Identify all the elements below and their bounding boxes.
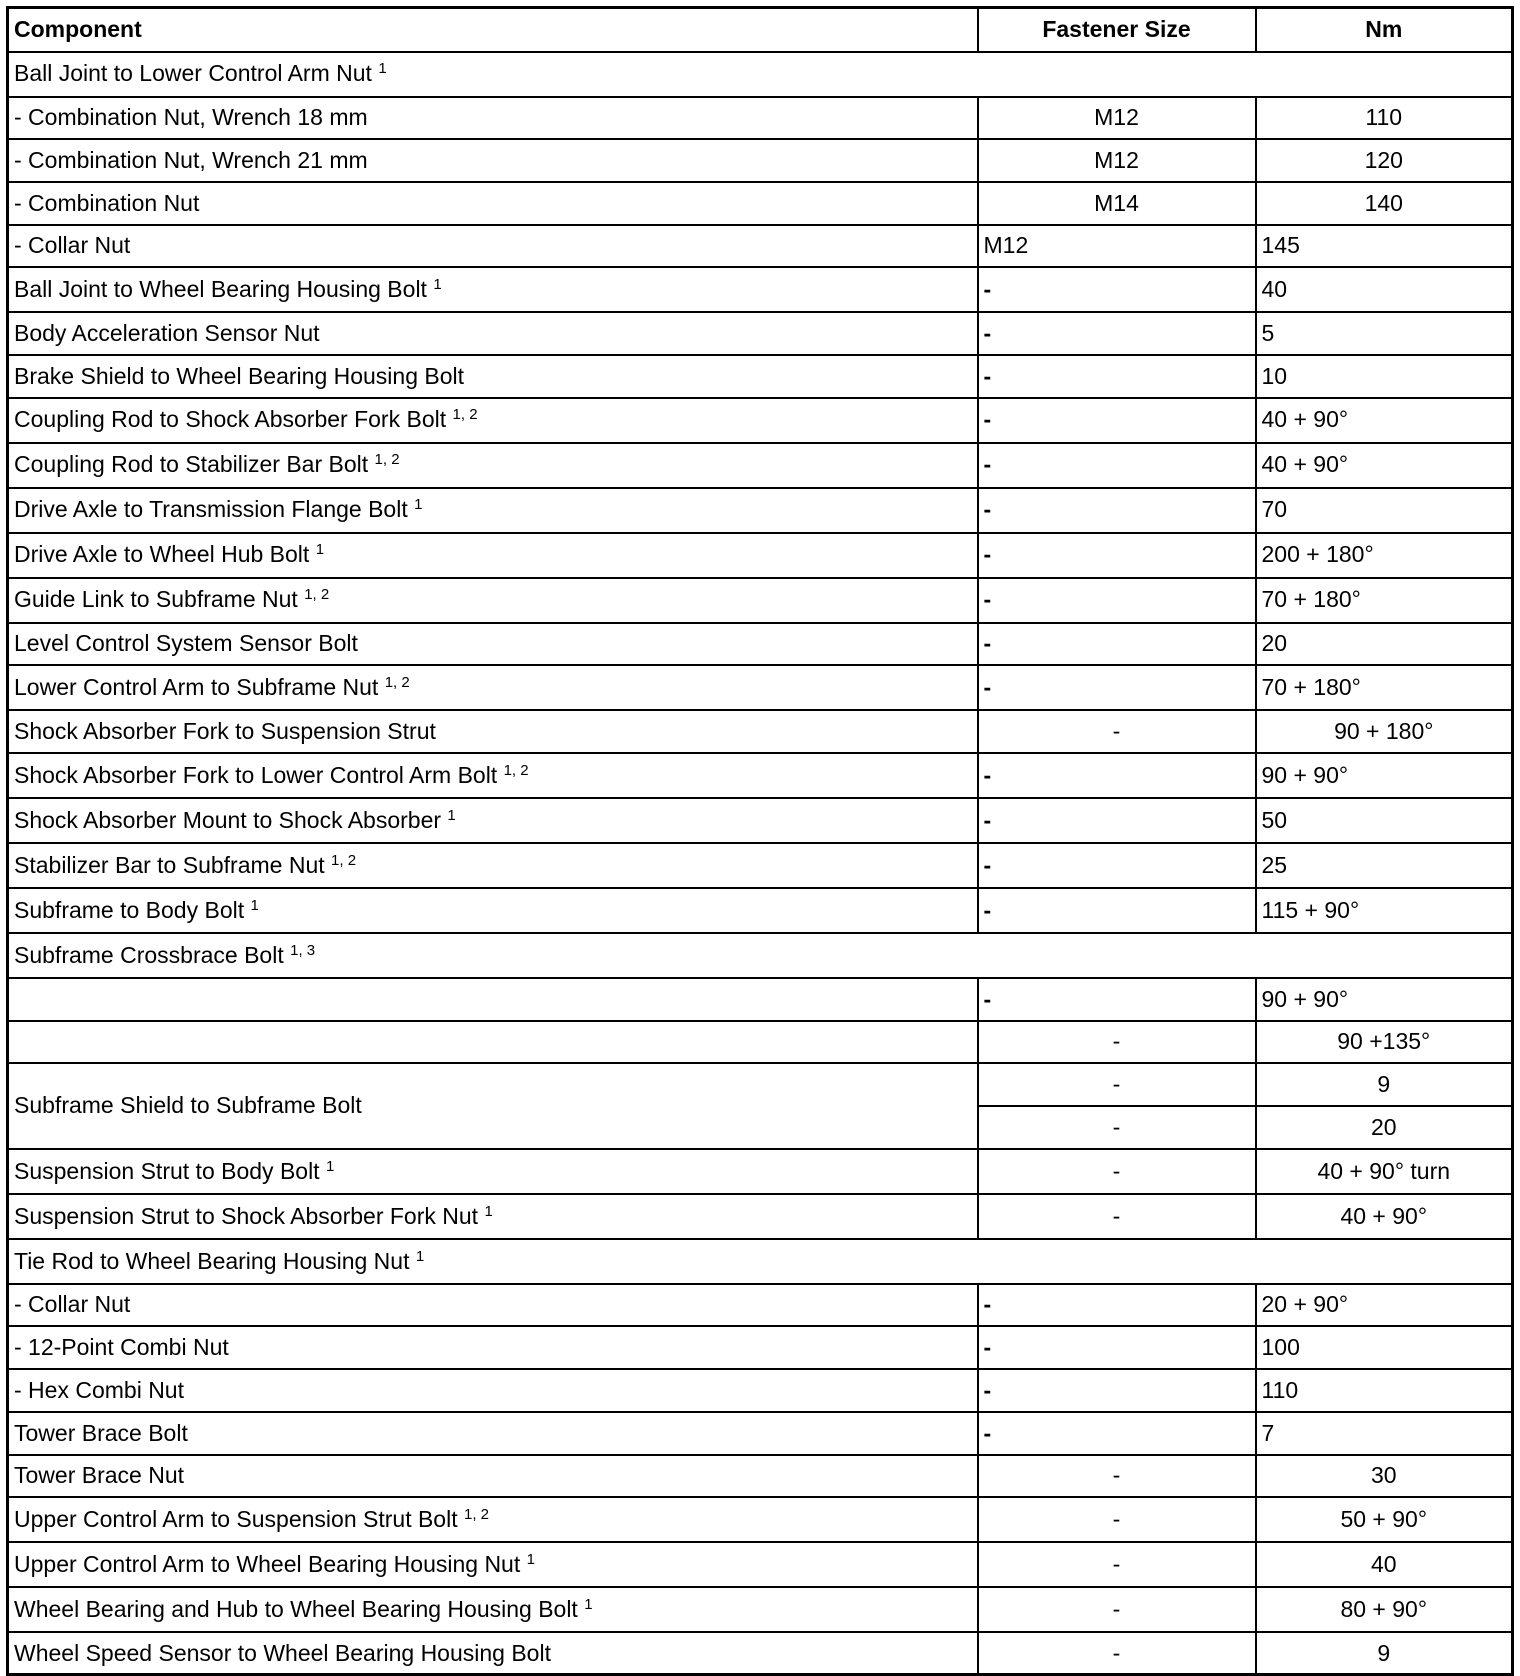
table-row	[8, 1149, 1513, 1194]
component-label: Body Acceleration Sensor Nut	[14, 319, 320, 346]
torque-nm-cell: 40 + 90°	[1256, 443, 1513, 488]
table-row	[8, 843, 1513, 888]
table-row	[8, 1021, 1513, 1064]
footnote-ref: 1	[325, 1157, 335, 1175]
torque-nm-cell: 140	[1256, 182, 1513, 225]
table-row	[8, 1632, 1513, 1675]
fastener-size-cell: M12	[978, 225, 1256, 268]
table-row	[8, 665, 1513, 710]
component-label: - Hex Combi Nut	[14, 1376, 184, 1403]
footnote-ref: 1, 2	[384, 674, 410, 692]
fastener-size-cell: -	[978, 798, 1256, 843]
component-label: Shock Absorber Mount to Shock Absorber	[14, 806, 442, 833]
fastener-size-cell: -	[978, 1497, 1256, 1542]
component-label: Coupling Rod to Stabilizer Bar Bolt	[14, 451, 369, 478]
fastener-size-cell: -	[978, 533, 1256, 578]
table-row	[8, 710, 1513, 753]
footnote-ref: 1	[415, 1247, 425, 1265]
component-cell	[8, 1194, 978, 1239]
footnote-ref: 1	[250, 896, 259, 914]
table-row	[8, 1587, 1513, 1632]
torque-nm-cell: 50	[1256, 798, 1513, 843]
fastener-size-cell: -	[978, 1326, 1256, 1369]
footnote-ref: 1, 2	[374, 451, 400, 469]
table-row-group	[8, 933, 1513, 978]
component-cell	[8, 1632, 978, 1675]
component-cell	[8, 533, 978, 578]
footnote-ref: 1, 2	[464, 1506, 490, 1524]
component-cell	[8, 578, 978, 623]
torque-nm-cell: 90 + 90°	[1256, 978, 1513, 1021]
component-label: Suspension Strut to Shock Absorber Fork Nut	[14, 1202, 479, 1229]
component-cell	[8, 1149, 978, 1194]
table-row	[8, 1194, 1513, 1239]
table-row	[8, 888, 1513, 933]
table-row	[8, 1412, 1513, 1455]
fastener-size-cell: -	[978, 843, 1256, 888]
torque-nm-cell: 40	[1256, 267, 1513, 312]
fastener-size-cell: -	[978, 1106, 1256, 1149]
fastener-size-cell: M14	[978, 182, 1256, 225]
fastener-size-cell: -	[978, 312, 1256, 355]
table-row	[8, 1497, 1513, 1542]
component-cell	[8, 225, 978, 268]
component-cell	[8, 623, 978, 666]
component-cell	[8, 1587, 978, 1632]
component-cell	[8, 665, 978, 710]
component-label: Stabilizer Bar to Subframe Nut	[14, 851, 325, 878]
table-row	[8, 1542, 1513, 1587]
torque-nm-cell: 20 + 90°	[1256, 1284, 1513, 1327]
component-cell	[8, 1542, 978, 1587]
header-component: Component	[8, 8, 978, 52]
table-row	[8, 533, 1513, 578]
fastener-size-cell: -	[978, 1149, 1256, 1194]
footnote-ref: 1, 2	[503, 761, 529, 779]
table-row	[8, 1326, 1513, 1369]
fastener-size-cell: M12	[978, 139, 1256, 182]
footnote-ref: 1	[378, 60, 387, 78]
fastener-size-cell: -	[978, 267, 1256, 312]
footnote-ref: 1	[526, 1551, 535, 1569]
torque-nm-cell: 5	[1256, 312, 1513, 355]
table-row-group	[8, 1239, 1513, 1284]
component-label: Tie Rod to Wheel Bearing Housing Nut	[14, 1247, 410, 1274]
table-row	[8, 1369, 1513, 1412]
header-fastener-size: Fastener Size	[978, 8, 1256, 52]
group-heading-cell	[8, 1239, 1513, 1284]
component-label: Upper Control Arm to Suspension Strut Bolt	[14, 1506, 458, 1533]
fastener-size-cell: -	[978, 1063, 1256, 1106]
torque-nm-cell: 145	[1256, 225, 1513, 268]
table-row	[8, 267, 1513, 312]
component-label: Upper Control Arm to Wheel Bearing Housing Nut	[14, 1551, 521, 1578]
fastener-size-cell: -	[978, 753, 1256, 798]
component-label: Subframe Crossbrace Bolt	[14, 941, 284, 968]
table-row	[8, 1284, 1513, 1327]
table-row	[8, 578, 1513, 623]
torque-nm-cell: 40 + 90°	[1256, 1194, 1513, 1239]
fastener-size-cell: -	[978, 710, 1256, 753]
table-row	[8, 97, 1513, 140]
footnote-ref: 1, 3	[290, 941, 316, 959]
component-cell	[8, 355, 978, 398]
fastener-size-cell: -	[978, 1194, 1256, 1239]
component-label: - Combination Nut, Wrench 18 mm	[14, 104, 368, 131]
component-label: - Combination Nut, Wrench 21 mm	[14, 146, 368, 173]
torque-nm-cell: 100	[1256, 1326, 1513, 1369]
component-label: - Collar Nut	[14, 232, 131, 259]
torque-nm-cell: 7	[1256, 1412, 1513, 1455]
fastener-size-cell: -	[978, 1542, 1256, 1587]
component-cell	[8, 488, 978, 533]
footnote-ref: 1, 2	[304, 586, 330, 604]
torque-nm-cell: 90 + 180°	[1256, 710, 1513, 753]
fastener-size-cell: M12	[978, 97, 1256, 140]
footnote-ref: 1	[584, 1596, 593, 1614]
table-row	[8, 978, 1513, 1021]
component-label: Ball Joint to Lower Control Arm Nut	[14, 60, 372, 87]
component-label: Suspension Strut to Body Bolt	[14, 1157, 320, 1184]
footnote-ref: 1	[484, 1202, 493, 1220]
component-cell	[8, 1021, 978, 1064]
table-row	[8, 355, 1513, 398]
component-cell	[8, 267, 978, 312]
group-heading-cell	[8, 52, 1513, 97]
component-cell	[8, 1455, 978, 1498]
torque-nm-cell: 20	[1256, 623, 1513, 666]
fastener-size-cell: -	[978, 355, 1256, 398]
torque-nm-cell: 40 + 90° turn	[1256, 1149, 1513, 1194]
component-label: - Collar Nut	[14, 1291, 131, 1318]
fastener-size-cell: -	[978, 1455, 1256, 1498]
footnote-ref: 1, 2	[452, 406, 478, 424]
table-row-group	[8, 52, 1513, 97]
torque-nm-cell: 70	[1256, 488, 1513, 533]
footnote-ref: 1	[433, 276, 442, 294]
fastener-size-cell: -	[978, 623, 1256, 666]
torque-nm-cell: 50 + 90°	[1256, 1497, 1513, 1542]
torque-nm-cell: 10	[1256, 355, 1513, 398]
fastener-size-cell: -	[978, 443, 1256, 488]
component-label: Shock Absorber Fork to Lower Control Arm Bolt	[14, 761, 498, 788]
component-cell	[8, 843, 978, 888]
fastener-size-cell: -	[978, 1632, 1256, 1675]
fastener-size-cell: -	[978, 578, 1256, 623]
torque-spec-table	[6, 6, 1514, 1676]
torque-nm-cell: 90 +135°	[1256, 1021, 1513, 1064]
table-header-row	[8, 8, 1513, 52]
table-row	[8, 753, 1513, 798]
component-cell	[8, 1284, 978, 1327]
component-label: Brake Shield to Wheel Bearing Housing Bolt	[14, 362, 465, 389]
component-label: Wheel Bearing and Hub to Wheel Bearing Housing Bolt	[14, 1596, 578, 1623]
component-cell	[8, 1369, 978, 1412]
torque-nm-cell: 25	[1256, 843, 1513, 888]
table-row	[8, 398, 1513, 443]
table-row	[8, 182, 1513, 225]
component-label: - Combination Nut	[14, 189, 200, 216]
torque-nm-cell: 80 + 90°	[1256, 1587, 1513, 1632]
torque-nm-cell: 90 + 90°	[1256, 753, 1513, 798]
torque-nm-cell: 9	[1256, 1632, 1513, 1675]
table-row	[8, 488, 1513, 533]
fastener-size-cell: -	[978, 1021, 1256, 1064]
component-label: Tower Brace Nut	[14, 1462, 185, 1489]
torque-nm-cell: 30	[1256, 1455, 1513, 1498]
component-cell	[8, 1326, 978, 1369]
table-row	[8, 623, 1513, 666]
fastener-size-cell: -	[978, 665, 1256, 710]
torque-spec-table-container	[6, 6, 1514, 1676]
table-body	[8, 52, 1513, 1675]
fastener-size-cell: -	[978, 398, 1256, 443]
header-nm: Nm	[1256, 8, 1513, 52]
component-cell: Subframe Shield to Subframe Bolt	[8, 1063, 978, 1148]
footnote-ref: 1	[315, 541, 325, 559]
component-label: Drive Axle to Wheel Hub Bolt	[14, 541, 310, 568]
torque-nm-cell: 200 + 180°	[1256, 533, 1513, 578]
component-label: Guide Link to Subframe Nut	[14, 586, 298, 613]
torque-nm-cell: 110	[1256, 97, 1513, 140]
component-cell	[8, 753, 978, 798]
fastener-size-cell: -	[978, 488, 1256, 533]
component-label: Ball Joint to Wheel Bearing Housing Bolt	[14, 276, 427, 303]
component-cell	[8, 182, 978, 225]
torque-nm-cell: 40	[1256, 1542, 1513, 1587]
fastener-size-cell: -	[978, 1284, 1256, 1327]
fastener-size-cell: -	[978, 1587, 1256, 1632]
torque-nm-cell: 40 + 90°	[1256, 398, 1513, 443]
table-row	[8, 139, 1513, 182]
torque-nm-cell: 120	[1256, 139, 1513, 182]
component-cell	[8, 312, 978, 355]
footnote-ref: 1	[414, 496, 423, 514]
component-label: Drive Axle to Transmission Flange Bolt	[14, 496, 408, 523]
footnote-ref: 1	[447, 806, 456, 824]
footnote-ref: 1, 2	[331, 851, 357, 869]
component-cell	[8, 97, 978, 140]
torque-nm-cell: 70 + 180°	[1256, 665, 1513, 710]
component-cell	[8, 978, 978, 1021]
table-row	[8, 443, 1513, 488]
component-cell	[8, 398, 978, 443]
torque-nm-cell: 20	[1256, 1106, 1513, 1149]
group-heading-cell	[8, 933, 1513, 978]
table-row	[8, 798, 1513, 843]
component-label: Wheel Speed Sensor to Wheel Bearing Housing Bolt	[14, 1639, 551, 1666]
component-cell	[8, 798, 978, 843]
torque-nm-cell: 115 + 90°	[1256, 888, 1513, 933]
fastener-size-cell: -	[978, 1369, 1256, 1412]
table-row	[8, 225, 1513, 268]
component-cell	[8, 1412, 978, 1455]
torque-nm-cell: 110	[1256, 1369, 1513, 1412]
component-label: Tower Brace Bolt	[14, 1419, 188, 1446]
component-label: Coupling Rod to Shock Absorber Fork Bolt	[14, 406, 447, 433]
fastener-size-cell: -	[978, 888, 1256, 933]
table-row	[8, 1063, 1513, 1106]
torque-nm-cell: 70 + 180°	[1256, 578, 1513, 623]
component-label: Level Control System Sensor Bolt	[14, 630, 358, 657]
component-cell	[8, 710, 978, 753]
component-cell	[8, 443, 978, 488]
component-cell	[8, 888, 978, 933]
fastener-size-cell: -	[978, 1412, 1256, 1455]
table-row	[8, 312, 1513, 355]
component-label: Subframe to Body Bolt	[14, 896, 245, 923]
torque-nm-cell: 9	[1256, 1063, 1513, 1106]
table-row	[8, 1455, 1513, 1498]
component-label: Lower Control Arm to Subframe Nut	[14, 674, 379, 701]
component-cell	[8, 139, 978, 182]
component-label: - 12-Point Combi Nut	[14, 1334, 229, 1361]
component-label: Shock Absorber Fork to Suspension Strut	[14, 718, 436, 744]
component-cell	[8, 1497, 978, 1542]
fastener-size-cell: -	[978, 978, 1256, 1021]
